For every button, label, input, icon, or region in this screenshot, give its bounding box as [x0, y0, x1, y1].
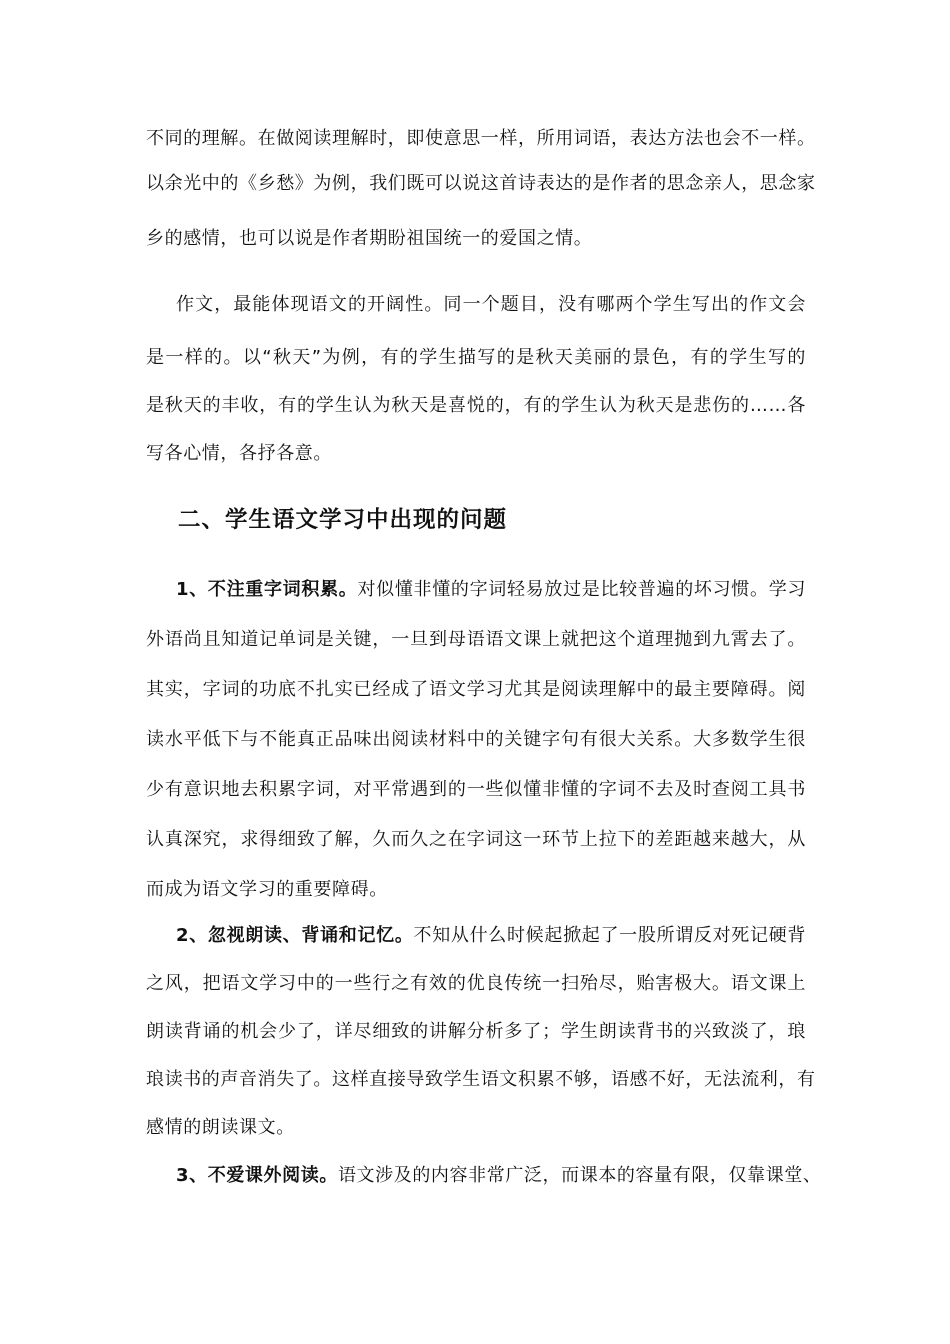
paragraph-line: 乡的感情，也可以说是作者期盼祖国统一的爱国之情。 [146, 228, 593, 249]
paragraph-line: 而成为语文学习的重要障碍。 [146, 879, 388, 900]
item-text: 对似懂非懂的字词轻易放过是比较普遍的坏习惯。学习 [357, 579, 806, 600]
paragraph-line: 感情的朗读课文。 [146, 1117, 295, 1138]
paragraph-line: 少有意识地去积累字词，对平常遇到的一些似懂非懂的字词不去及时查阅工具书 [146, 779, 806, 800]
list-item-first-line [176, 1163, 822, 1189]
paragraph-line: 朗读背诵的机会少了，详尽细致的讲解分析多了；学生朗读背书的兴致淡了，琅 [146, 1021, 806, 1042]
section-heading: 二、学生语文学习中出现的问题 [178, 507, 508, 533]
paragraph-line: 不同的理解。在做阅读理解时，即使意思一样，所用词语，表达方法也会不一样。 [146, 128, 816, 149]
paragraph-line: 琅读书的声音消失了。这样直接导致学生语文积累不够，语感不好，无法流利，有 [146, 1069, 816, 1090]
paragraph-line: 外语尚且知道记单词是关键，一旦到母语语文课上就把这个道理抛到九霄去了。 [146, 629, 806, 650]
item-lead: 2、忽视朗读、背诵和记忆。 [176, 925, 414, 946]
paragraph-line: 其实，字词的功底不扎实已经成了语文学习尤其是阅读理解中的最主要障碍。阅 [146, 679, 806, 700]
paragraph-line: 认真深究，求得细致了解，久而久之在字词这一环节上拉下的差距越来越大，从 [146, 829, 806, 850]
paragraph-line: 是一样的。以“秋天”为例，有的学生描写的是秋天美丽的景色，有的学生写的 [146, 347, 806, 368]
paragraph-line: 以余光中的《乡愁》为例，我们既可以说这首诗表达的是作者的思念亲人，思念家 [146, 173, 816, 194]
paragraph-line: 是秋天的丰收，有的学生认为秋天是喜悦的，有的学生认为秋天是悲伤的……各 [146, 395, 806, 416]
item-lead: 3、不爱课外阅读。 [176, 1165, 338, 1186]
list-item-first-line [176, 577, 806, 603]
list-item-first-line [176, 923, 806, 949]
paragraph-line: 读水平低下与不能真正品味出阅读材料中的关键字句有很大关系。大多数学生很 [146, 729, 806, 750]
item-text: 不知从什么时候起掀起了一股所谓反对死记硬背 [413, 925, 806, 946]
item-text: 语文涉及的内容非常广泛，而课本的容量有限，仅靠课堂、 [337, 1165, 822, 1186]
item-lead: 1、不注重字词积累。 [176, 579, 358, 600]
paragraph-line: 之风，把语文学习中的一些行之有效的优良传统一扫殆尽，贻害极大。语文课上 [146, 973, 806, 994]
paragraph-line: 写各心情，各抒各意。 [146, 443, 332, 464]
paragraph-line: 作文，最能体现语文的开阔性。同一个题目，没有哪两个学生写出的作文会 [176, 294, 806, 315]
